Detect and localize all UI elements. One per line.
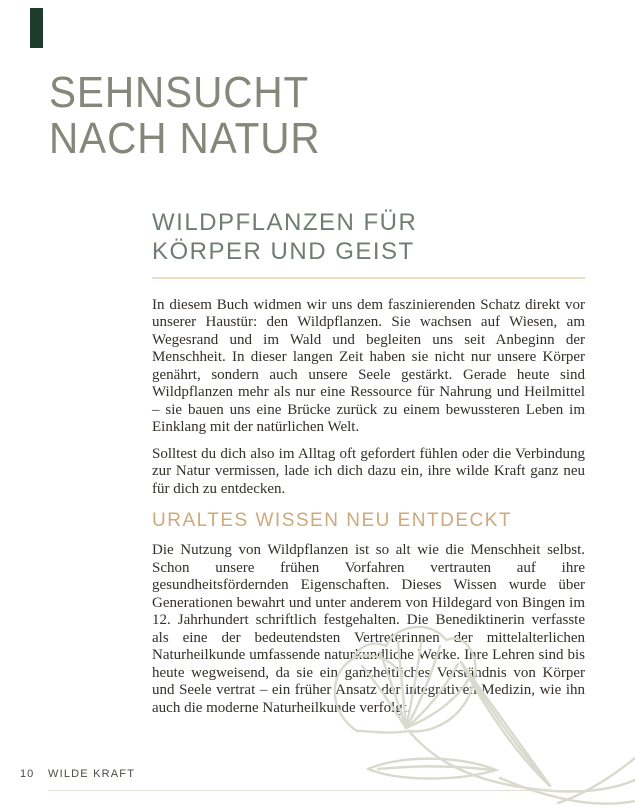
section-heading-line1: WILDPFLANZEN FÜR	[152, 209, 418, 236]
section-divider	[152, 277, 585, 279]
subsection-heading: URALTES WISSEN NEU ENTDECKT	[152, 510, 513, 532]
footer-rule	[48, 790, 585, 791]
section-heading-line2: KÖRPER UND GEIST	[152, 238, 415, 266]
subsection-paragraph: Die Nutzung von Wildpflanzen ist so alt wie die Menschheit selbst. Schon unsere frühen Vorfahren vertrauten auf ihre gesundheitsfördernden Eigenschaften. Dieses Wissen wurde über Generationen bewahrt und unter anderem von Hildegard von Bingen im 12. Jahrhundert schriftlich festgehalten. Die Benediktinerin verfasste als eine der bedeutendsten Vertreterinnen der mittelalterlichen Naturheilkunde umfassende naturkundliche Werke. Ihre Lehren sind bis heute wegweisend, da sie ein ganzheitliches Verständnis von Körper und Seele vertrat – ein früher Ansatz der integrativen Medizin, wie ihn auch die moderne Naturheilkunde verfolgt.	[152, 542, 585, 716]
chapter-title-line2: NACH NATUR	[49, 113, 321, 163]
chapter-title-line1: SEHNSUCHT	[49, 68, 310, 117]
page-footer	[0, 766, 635, 796]
section-heading	[152, 208, 585, 267]
book-title: WILDE KRAFT	[48, 768, 136, 780]
chapter-title	[49, 70, 321, 162]
page-number: 10	[20, 768, 35, 780]
intro-paragraph: In diesem Buch widmen wir uns dem faszinierenden Schatz direkt vor unserer Haustür: den Wildpflanzen. Sie wachsen auf Wiesen, am Wegesrand und im Wald und begleiten uns seit Anbeginn der Menschheit. In dieser langen Zeit haben sie nicht nur unsere Körper genährt, sondern auch unsere Seele gestärkt. Gerade heute sind Wildpflanzen mehr als nur eine Ressource für Nahrung und Heilmittel – sie bauen uns eine Brücke zurück zu einem bewussteren Leben im Einklang mit der natürlichen Welt.	[152, 296, 585, 436]
intro-paragraph: Solltest du dich also im Alltag oft gefordert fühlen oder die Verbindung zur Natur vermissen, lade ich dich dazu ein, ihre wilde Kraft ganz neu für dich zu entdecken.	[152, 445, 585, 497]
chapter-edge-tab	[30, 8, 43, 48]
